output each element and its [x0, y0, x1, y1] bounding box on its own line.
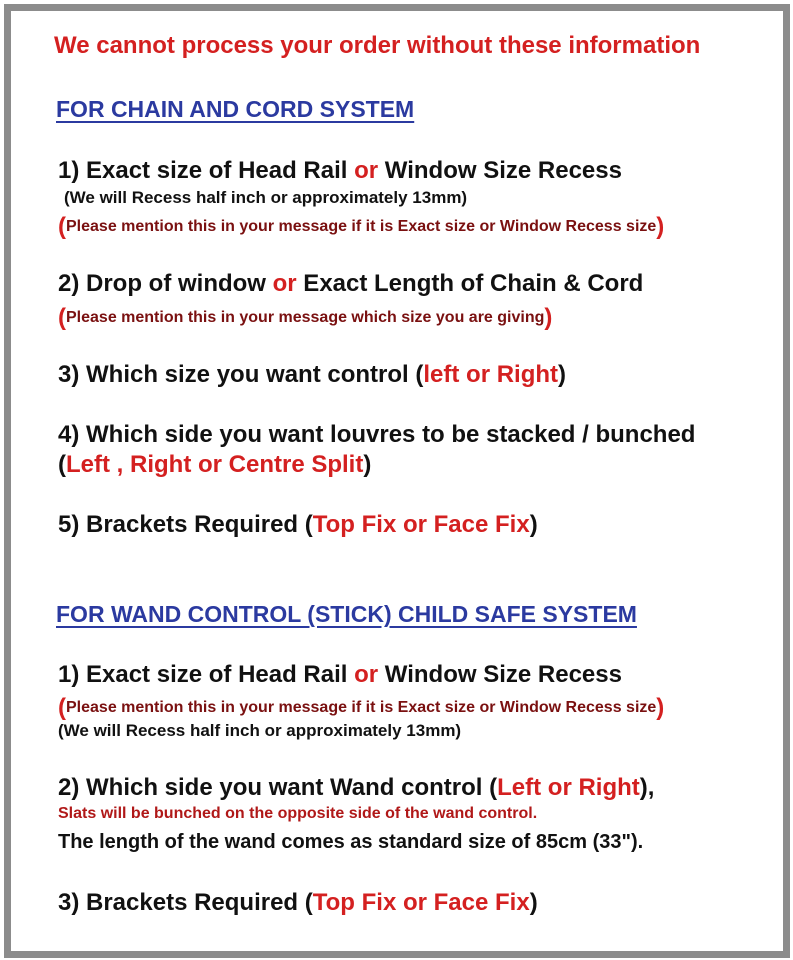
wand-item-1-mention: [58, 694, 664, 722]
wand-item-2-length: The length of the wand comes as standard size of 85cm (33").: [58, 831, 644, 853]
chain-item-4-red: Left , Right or Centre Split: [66, 451, 364, 478]
chain-item-4-line2: [58, 451, 371, 479]
chain-item-4-close: ): [363, 451, 372, 478]
chain-item-1-b: Window Size Recess: [378, 157, 622, 184]
headline: We cannot process your order without these information: [54, 32, 701, 59]
paren-close: ): [656, 694, 665, 721]
wand-section-title: FOR WAND CONTROL (STICK) CHILD SAFE SYSTEM: [56, 601, 637, 627]
chain-item-1-mention: [58, 213, 664, 241]
chain-section-title: FOR CHAIN AND CORD SYSTEM: [56, 96, 415, 122]
chain-item-1-note: (We will Recess half inch or approximately 13mm): [64, 188, 468, 207]
paren-open: (: [58, 304, 66, 331]
wand-item-1-or: or: [354, 661, 379, 688]
chain-item-4-open: (: [58, 451, 66, 478]
wand-item-3: [58, 889, 538, 917]
chain-item-5-b: ): [529, 511, 538, 538]
wand-item-2: [58, 774, 654, 802]
wand-item-1-a: 1) Exact size of Head Rail: [58, 661, 355, 688]
wand-item-1-note: (We will Recess half inch or approximately 13mm): [58, 721, 462, 740]
chain-item-3-b: ): [558, 361, 567, 388]
chain-item-2-mention-text: Please mention this in your message which size you are giving: [66, 309, 545, 326]
chain-item-1-a: 1) Exact size of Head Rail: [58, 157, 355, 184]
chain-item-5-a: 5) Brackets Required (: [58, 511, 313, 538]
chain-item-5-red: Top Fix or Face Fix: [312, 511, 530, 538]
wand-item-2-slats: Slats will be bunched on the opposite side of the wand control.: [58, 805, 538, 822]
wand-item-1: [58, 661, 622, 689]
chain-item-1: [58, 157, 622, 185]
chain-item-2: [58, 270, 643, 298]
paren-close: ): [656, 213, 665, 240]
chain-item-1-mention-text: Please mention this in your message if it is Exact size or Window Recess size: [66, 218, 657, 235]
chain-item-2-b: Exact Length of Chain & Cord: [296, 270, 644, 297]
chain-item-3: [58, 361, 566, 389]
chain-item-2-a: 2) Drop of window: [58, 270, 273, 297]
chain-item-2-mention: [58, 304, 552, 332]
chain-item-3-red: left or Right: [423, 361, 559, 388]
wand-item-1-b: Window Size Recess: [378, 661, 622, 688]
chain-item-4-line1: 4) Which side you want louvres to be stacked / bunched: [58, 421, 696, 448]
chain-item-2-or: or: [272, 270, 297, 297]
paren-open: (: [58, 694, 66, 721]
wand-item-3-b: ): [529, 889, 538, 916]
wand-item-1-mention-text: Please mention this in your message if it is Exact size or Window Recess size: [66, 699, 657, 716]
paren-open: (: [58, 213, 66, 240]
wand-item-2-a: 2) Which side you want Wand control (: [58, 774, 498, 801]
wand-item-2-red: Left or Right: [497, 774, 640, 801]
chain-item-5: [58, 511, 538, 539]
chain-item-3-a: 3) Which size you want control (: [58, 361, 424, 388]
paren-close: ): [544, 304, 553, 331]
chain-item-1-or: or: [354, 157, 379, 184]
wand-item-3-red: Top Fix or Face Fix: [312, 889, 530, 916]
wand-item-2-b: ),: [639, 774, 655, 801]
wand-item-3-a: 3) Brackets Required (: [58, 889, 313, 916]
